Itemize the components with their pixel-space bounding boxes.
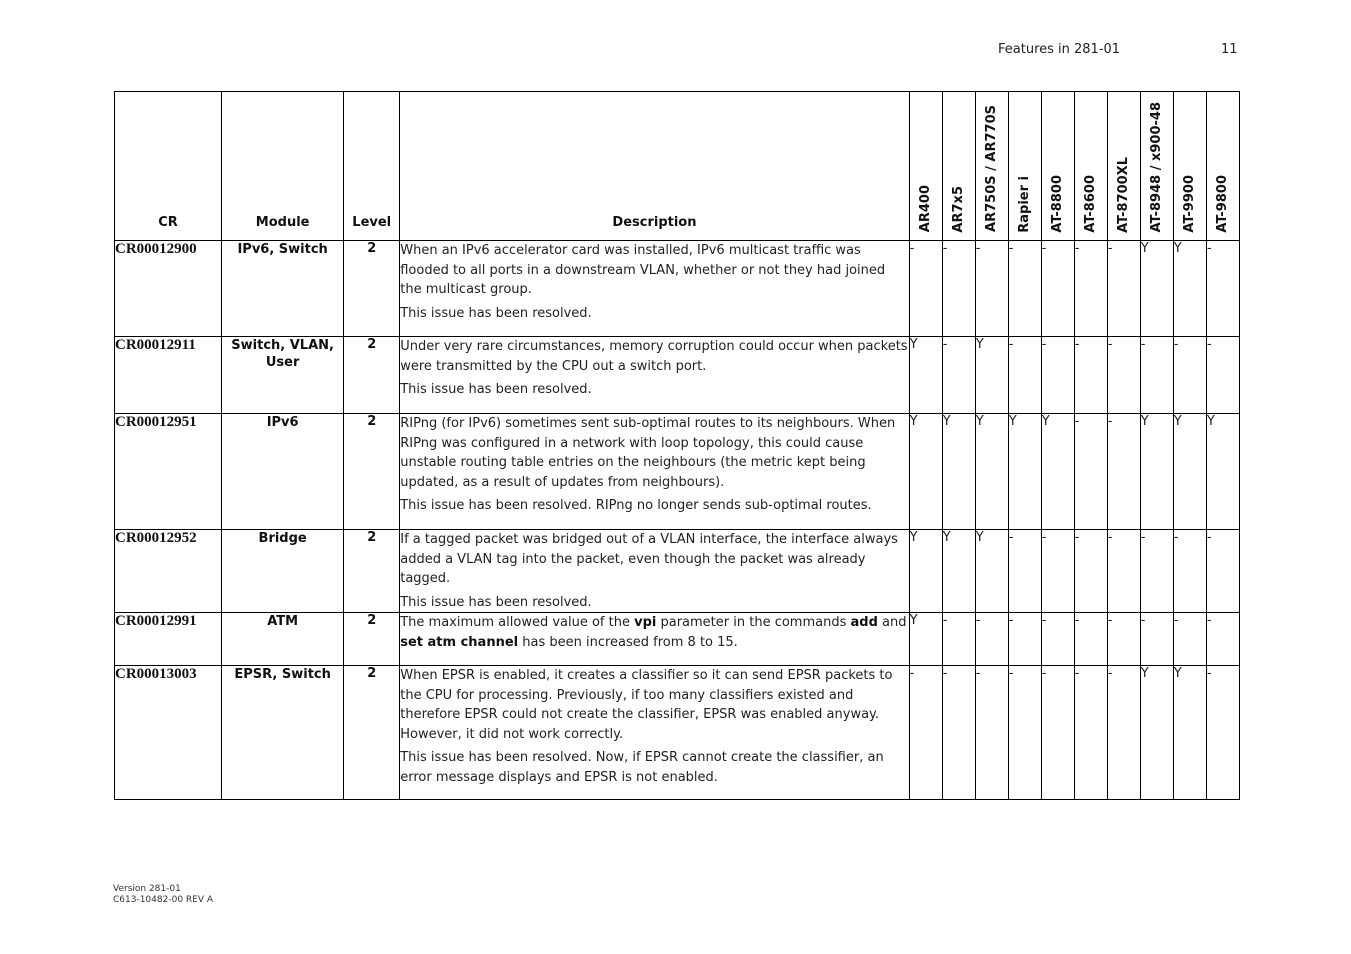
product-flag: - (1074, 337, 1107, 414)
product-flag: - (1041, 666, 1074, 800)
document-code: C613-10482-00 REV A (113, 895, 214, 905)
column-header-level: Level (344, 92, 400, 241)
product-flag: - (975, 666, 1008, 800)
product-flag: - (1041, 337, 1074, 414)
product-flag: - (1173, 613, 1206, 666)
cr-id: CR00012991 (115, 613, 222, 666)
product-flag: - (1107, 530, 1140, 613)
table-row (115, 337, 1240, 414)
module-name: IPv6 (222, 414, 344, 530)
product-flag: - (1107, 414, 1140, 530)
module-name: Bridge (222, 530, 344, 613)
description-paragraph: This issue has been resolved. (400, 382, 592, 398)
product-label: AT-9900 (1182, 174, 1198, 233)
product-flag: - (1008, 666, 1041, 800)
product-flag: - (975, 613, 1008, 666)
keyword-vpi: vpi (634, 615, 657, 631)
description-paragraph: When an IPv6 accelerator card was installed, IPv6 multicast traffic was flooded to all ports in a downstream VLAN, whether or not they had joined the multicast group. (400, 243, 886, 298)
product-flag: - (1140, 530, 1173, 613)
column-header-cr: CR (115, 92, 222, 241)
column-header-product (942, 92, 975, 241)
product-flag: - (1107, 337, 1140, 414)
module-name: ATM (222, 613, 344, 666)
table-row (115, 241, 1240, 337)
product-flag: - (1008, 241, 1041, 337)
level-value: 2 (344, 414, 400, 530)
product-flag: - (942, 666, 975, 800)
product-flag: Y (1041, 414, 1074, 530)
column-header-product (909, 92, 942, 241)
product-flag: Y (942, 530, 975, 613)
product-label: AR750S / AR770S (984, 105, 1000, 233)
product-flag: - (975, 241, 1008, 337)
product-flag: Y (909, 613, 942, 666)
cr-resolved-issues-table (114, 91, 1240, 800)
description-paragraph: If a tagged packet was bridged out of a VLAN interface, the interface always added a VLAN tag into the packet, even though the packet was already tagged. (400, 532, 898, 587)
product-flag: Y (942, 414, 975, 530)
version-label: Version 281-01 (113, 884, 181, 894)
product-flag: - (1074, 414, 1107, 530)
module-name: EPSR, Switch (222, 666, 344, 800)
product-flag: Y (975, 337, 1008, 414)
product-label: Rapier i (1017, 175, 1033, 233)
column-header-product (1173, 92, 1206, 241)
product-flag: - (1140, 337, 1173, 414)
product-flag: Y (1140, 414, 1173, 530)
running-header-title: Features in 281-01 (998, 42, 1121, 57)
product-flag: - (1140, 613, 1173, 666)
product-flag: - (1008, 530, 1041, 613)
product-label: AR400 (918, 185, 934, 233)
keyword-add: add (850, 615, 878, 631)
product-label: AT-9800 (1215, 174, 1231, 233)
product-flag: - (909, 241, 942, 337)
product-label: AT-8700XL (1116, 156, 1132, 233)
column-header-product (1140, 92, 1173, 241)
product-flag: Y (1008, 414, 1041, 530)
product-flag: - (1041, 613, 1074, 666)
cr-id: CR00013003 (115, 666, 222, 800)
description (400, 613, 909, 666)
product-flag: - (1074, 613, 1107, 666)
column-header-product (975, 92, 1008, 241)
module-name: IPv6, Switch (222, 241, 344, 337)
product-flag: - (1107, 613, 1140, 666)
product-label: AT-8948 / x900-48 (1149, 102, 1165, 233)
product-flag: Y (909, 337, 942, 414)
description-paragraph: This issue has been resolved. RIPng no longer sends sub-optimal routes. (400, 498, 872, 514)
product-flag: - (1206, 530, 1239, 613)
product-label: AT-8800 (1050, 174, 1066, 233)
product-flag: - (1107, 241, 1140, 337)
column-header-description: Description (400, 92, 909, 241)
product-flag: Y (1140, 666, 1173, 800)
product-flag: - (1206, 337, 1239, 414)
level-value: 2 (344, 530, 400, 613)
column-header-module: Module (222, 92, 344, 241)
description-text: The maximum allowed value of the (400, 615, 635, 631)
module-name: Switch, VLAN, User (222, 337, 344, 414)
product-flag: Y (1173, 666, 1206, 800)
column-header-product (1074, 92, 1107, 241)
product-flag: Y (1140, 241, 1173, 337)
column-header-product (1206, 92, 1239, 241)
product-flag: - (1008, 337, 1041, 414)
product-label: AT-8600 (1083, 174, 1099, 233)
product-flag: - (942, 613, 975, 666)
header-row (115, 92, 1240, 241)
description-text: and (877, 615, 907, 631)
product-flag: - (1173, 337, 1206, 414)
level-value: 2 (344, 666, 400, 800)
product-flag: - (1008, 613, 1041, 666)
product-flag: - (1074, 530, 1107, 613)
product-flag: - (1041, 530, 1074, 613)
cr-id: CR00012952 (115, 530, 222, 613)
product-flag: Y (1173, 414, 1206, 530)
description (400, 241, 909, 337)
description (400, 337, 909, 414)
description (400, 414, 909, 530)
product-label: AR7x5 (951, 185, 967, 233)
product-flag: - (1074, 666, 1107, 800)
table-row (115, 530, 1240, 613)
product-flag: - (909, 666, 942, 800)
description-text: parameter in the commands (656, 615, 851, 631)
product-flag: - (1041, 241, 1074, 337)
page-footer (113, 884, 213, 906)
description-paragraph: This issue has been resolved. (400, 594, 592, 610)
product-flag: - (1206, 666, 1239, 800)
product-flag: - (1074, 241, 1107, 337)
product-flag: - (942, 337, 975, 414)
description-paragraph: Under very rare circumstances, memory corruption could occur when packets were transmitted by the CPU out a switch port. (400, 339, 908, 374)
cr-id: CR00012951 (115, 414, 222, 530)
product-flag: Y (1173, 241, 1206, 337)
description-paragraph: When EPSR is enabled, it creates a classifier so it can send EPSR packets to the CPU for processing. Previously, if too many classifiers existed and therefore EPSR could not create the classifier, EPSR was enabled anyway. However, it did not work correctly. (400, 668, 893, 742)
table-row (115, 666, 1240, 800)
page-number: 11 (1221, 42, 1238, 57)
description (400, 666, 909, 800)
column-header-product (1107, 92, 1140, 241)
cr-id: CR00012911 (115, 337, 222, 414)
keyword-set-atm-channel: set atm channel (400, 634, 519, 650)
table-row (115, 414, 1240, 530)
level-value: 2 (344, 337, 400, 414)
product-flag: - (1206, 613, 1239, 666)
description-paragraph: RIPng (for IPv6) sometimes sent sub-optimal routes to its neighbours. When RIPng was configured in a network with loop topology, this could cause unstable routing table entries on the neighbours (the metric kept being updated, as a result of updates from neighbours). (400, 416, 896, 490)
product-flag: - (942, 241, 975, 337)
description-paragraph: This issue has been resolved. (400, 305, 592, 321)
product-flag: - (1206, 241, 1239, 337)
column-header-product (1008, 92, 1041, 241)
product-flag: Y (909, 414, 942, 530)
product-flag: Y (909, 530, 942, 613)
product-flag: - (1173, 530, 1206, 613)
table-row (115, 613, 1240, 666)
description-paragraph (400, 613, 908, 652)
description (400, 530, 909, 613)
column-header-product (1041, 92, 1074, 241)
product-flag: Y (975, 414, 1008, 530)
level-value: 2 (344, 613, 400, 666)
product-flag: Y (1206, 414, 1239, 530)
level-value: 2 (344, 241, 400, 337)
product-flag: - (1107, 666, 1140, 800)
product-flag: Y (975, 530, 1008, 613)
description-paragraph: This issue has been resolved. Now, if EPSR cannot create the classifier, an error message displays and EPSR is not enabled. (400, 750, 884, 785)
cr-id: CR00012900 (115, 241, 222, 337)
description-text: has been increased from 8 to 15. (518, 634, 738, 650)
